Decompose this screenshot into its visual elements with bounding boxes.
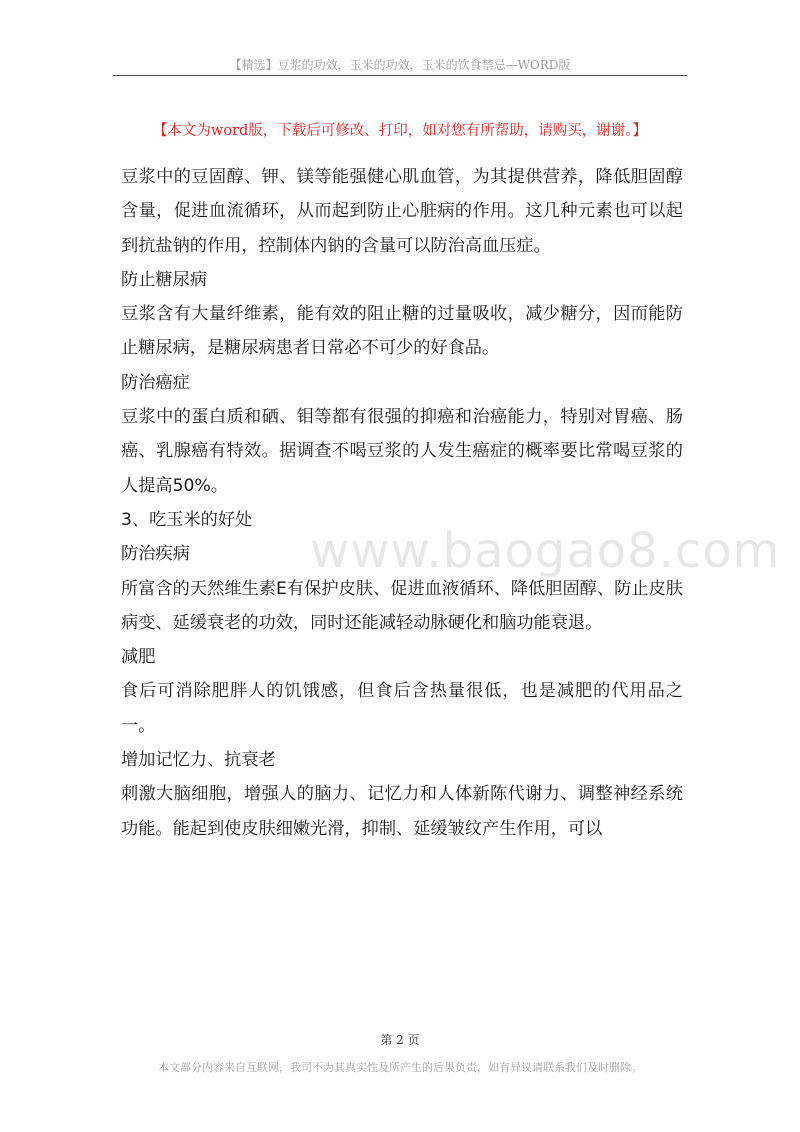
download-notice: 【本文为word版，下载后可修改、打印，如对您有所帮助，请购买，谢谢。】 — [152, 123, 648, 139]
heading-memory-anti-aging: 增加记忆力、抗衰老 — [121, 750, 276, 771]
watermark: www.baogao8.com — [310, 523, 781, 579]
paragraph-soymilk-heart: 豆浆中的豆固醇、钾、镁等能强健心肌血管，为其提供营养，降低胆固醇含量，促进血流循环，从而起到防止心脏病的作用。这几种元素也可以起到抗盐钠的作用，控制体内钠的含量可以防治高血压症。 — [121, 167, 683, 256]
heading-prevent-disease: 防治疾病 — [121, 544, 190, 565]
paragraph-corn-memory: 刺激大脑细胞，增强人的脑力、记忆力和人体新陈代谢力、调整神经系统功能。能起到使皮肤细嫩光滑，抑制、延缓皱纹产生作用，可以 — [121, 784, 683, 839]
paragraph-corn-vitamin-e: 所富含的天然维生素E有保护皮肤、促进血液循环、降低胆固醇、防止皮肤病变、延缓衰老的功效，同时还能减轻动脉硬化和脑功能衰退。 — [121, 578, 683, 633]
page-number: 第 2 页 — [380, 1033, 420, 1047]
header-divider — [113, 75, 687, 76]
document-body — [121, 160, 683, 846]
paragraph-corn-weight-loss: 食后可消除肥胖人的饥饿感，但食后含热量很低，也是减肥的代用品之一。 — [121, 681, 683, 736]
heading-weight-loss: 减肥 — [121, 647, 156, 668]
paragraph-soymilk-cancer: 豆浆中的蛋白质和硒、钼等都有很强的抑癌和治癌能力，特别对胃癌、肠癌、乳腺癌有特效。据调查不喝豆浆的人发生癌症的概率要比常喝豆浆的人提高50%。 — [121, 407, 683, 496]
heading-prevent-cancer: 防治癌症 — [121, 372, 190, 393]
heading-corn-benefits: 3、吃玉米的好处 — [121, 509, 253, 530]
heading-prevent-diabetes: 防止糖尿病 — [121, 269, 207, 290]
paragraph-soymilk-diabetes: 豆浆含有大量纤维素，能有效的阻止糖的过量吸收，减少糖分，因而能防止糖尿病，是糖尿病患者日常必不可少的好食品。 — [121, 304, 683, 359]
footer-disclaimer: 本文部分内容来自互联网，我司不为其真实性及所产生的后果负责，如有异议请联系我们及时删除。 — [158, 1061, 642, 1074]
page-header: 【精选】豆浆的功效，玉米的功效，玉米的饮食禁忌—WORD版 — [229, 58, 571, 72]
